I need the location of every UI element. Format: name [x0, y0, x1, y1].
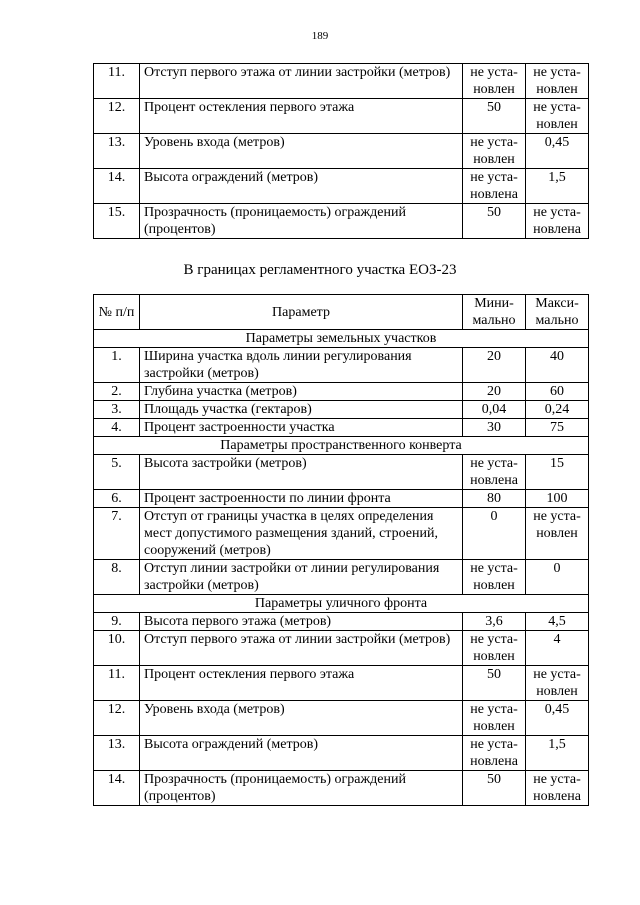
- max-value: 4: [526, 631, 589, 666]
- parameter-name: Отступ первого этажа от линии застройки (метров): [140, 631, 463, 666]
- table-row: [94, 383, 589, 401]
- min-value: 0: [463, 508, 526, 560]
- row-number: 12.: [94, 701, 140, 736]
- table-row: [94, 490, 589, 508]
- section-row: [94, 595, 589, 613]
- table-row: [94, 736, 589, 771]
- parameter-name: Уровень входа (метров): [140, 134, 463, 169]
- parameter-name: Уровень входа (метров): [140, 701, 463, 736]
- row-number: 13.: [94, 134, 140, 169]
- parameter-name: Высота застройки (метров): [140, 455, 463, 490]
- parameter-name: Ширина участка вдоль линии регулирования застройки (метров): [140, 348, 463, 383]
- table-row: [94, 419, 589, 437]
- min-value: 50: [463, 666, 526, 701]
- min-value: 3,6: [463, 613, 526, 631]
- parameter-name: Процент застроенности участка: [140, 419, 463, 437]
- parameter-name: Прозрачность (проницаемость) ограждений (процентов): [140, 204, 463, 239]
- row-number: 15.: [94, 204, 140, 239]
- max-value: 60: [526, 383, 589, 401]
- table-row: [94, 455, 589, 490]
- row-number: 12.: [94, 99, 140, 134]
- parameter-name: Высота ограждений (метров): [140, 736, 463, 771]
- table-row: [94, 560, 589, 595]
- row-number: 7.: [94, 508, 140, 560]
- row-number: 14.: [94, 169, 140, 204]
- max-value: 4,5: [526, 613, 589, 631]
- section-title: Параметры земельных участков: [94, 330, 589, 348]
- min-value: не уста-новлена: [463, 169, 526, 204]
- table-row: [94, 134, 589, 169]
- row-number: 4.: [94, 419, 140, 437]
- max-value: не уста-новлен: [526, 99, 589, 134]
- table-header-row: [94, 295, 589, 330]
- max-value: 0: [526, 560, 589, 595]
- table-row: [94, 631, 589, 666]
- table-row: [94, 701, 589, 736]
- table-row: [94, 666, 589, 701]
- max-value: 100: [526, 490, 589, 508]
- table-row: [94, 508, 589, 560]
- table-row: [94, 401, 589, 419]
- min-value: 0,04: [463, 401, 526, 419]
- max-value: 0,45: [526, 134, 589, 169]
- header-number: № п/п: [94, 295, 140, 330]
- table-row: [94, 348, 589, 383]
- table-row: [94, 613, 589, 631]
- row-number: 6.: [94, 490, 140, 508]
- row-number: 13.: [94, 736, 140, 771]
- parameter-name: Процент застроенности по линии фронта: [140, 490, 463, 508]
- page-number: 189: [311, 30, 329, 42]
- section-title: Параметры уличного фронта: [94, 595, 589, 613]
- max-value: 1,5: [526, 736, 589, 771]
- min-value: 30: [463, 419, 526, 437]
- row-number: 3.: [94, 401, 140, 419]
- parameter-name: Прозрачность (проницаемость) ограждений (процентов): [140, 771, 463, 806]
- parameter-name: Отступ первого этажа от линии застройки (метров): [140, 64, 463, 99]
- max-value: не уста-новлена: [526, 771, 589, 806]
- regulations-table-continued: [93, 63, 589, 239]
- min-value: 50: [463, 99, 526, 134]
- min-value: 80: [463, 490, 526, 508]
- section-title: Параметры пространственного конверта: [94, 437, 589, 455]
- min-value: 20: [463, 348, 526, 383]
- parameter-name: Отступ линии застройки от линии регулирования застройки (метров): [140, 560, 463, 595]
- table-row: [94, 204, 589, 239]
- parameter-name: Отступ от границы участка в целях определения мест допустимого размещения зданий, строений, сооружений (метров): [140, 508, 463, 560]
- section-heading: В границах регламентного участка ЕОЗ-23: [183, 262, 457, 278]
- table-row: [94, 169, 589, 204]
- max-value: 15: [526, 455, 589, 490]
- min-value: не уста-новлен: [463, 701, 526, 736]
- min-value: 50: [463, 771, 526, 806]
- header-min: Мини-мально: [463, 295, 526, 330]
- min-value: не уста-новлен: [463, 134, 526, 169]
- table-row: [94, 99, 589, 134]
- table-row: [94, 771, 589, 806]
- parameter-name: Высота первого этажа (метров): [140, 613, 463, 631]
- row-number: 14.: [94, 771, 140, 806]
- row-number: 9.: [94, 613, 140, 631]
- row-number: 2.: [94, 383, 140, 401]
- row-number: 8.: [94, 560, 140, 595]
- max-value: 75: [526, 419, 589, 437]
- section-row: [94, 330, 589, 348]
- header-parameter: Параметр: [140, 295, 463, 330]
- min-value: не уста-новлена: [463, 455, 526, 490]
- max-value: 0,24: [526, 401, 589, 419]
- row-number: 11.: [94, 666, 140, 701]
- row-number: 5.: [94, 455, 140, 490]
- row-number: 10.: [94, 631, 140, 666]
- max-value: не уста-новлен: [526, 64, 589, 99]
- min-value: не уста-новлен: [463, 560, 526, 595]
- max-value: 0,45: [526, 701, 589, 736]
- parameter-name: Высота ограждений (метров): [140, 169, 463, 204]
- parameter-name: Глубина участка (метров): [140, 383, 463, 401]
- section-row: [94, 437, 589, 455]
- regulations-table-eoz-23: [93, 294, 589, 806]
- max-value: не уста-новлен: [526, 508, 589, 560]
- table-row: [94, 64, 589, 99]
- max-value: 1,5: [526, 169, 589, 204]
- row-number: 11.: [94, 64, 140, 99]
- min-value: 20: [463, 383, 526, 401]
- max-value: не уста-новлен: [526, 666, 589, 701]
- parameter-name: Процент остекления первого этажа: [140, 99, 463, 134]
- min-value: 50: [463, 204, 526, 239]
- max-value: не уста-новлена: [526, 204, 589, 239]
- min-value: не уста-новлен: [463, 64, 526, 99]
- parameter-name: Процент остекления первого этажа: [140, 666, 463, 701]
- header-max: Макси-мально: [526, 295, 589, 330]
- min-value: не уста-новлен: [463, 631, 526, 666]
- parameter-name: Площадь участка (гектаров): [140, 401, 463, 419]
- row-number: 1.: [94, 348, 140, 383]
- min-value: не уста-новлена: [463, 736, 526, 771]
- max-value: 40: [526, 348, 589, 383]
